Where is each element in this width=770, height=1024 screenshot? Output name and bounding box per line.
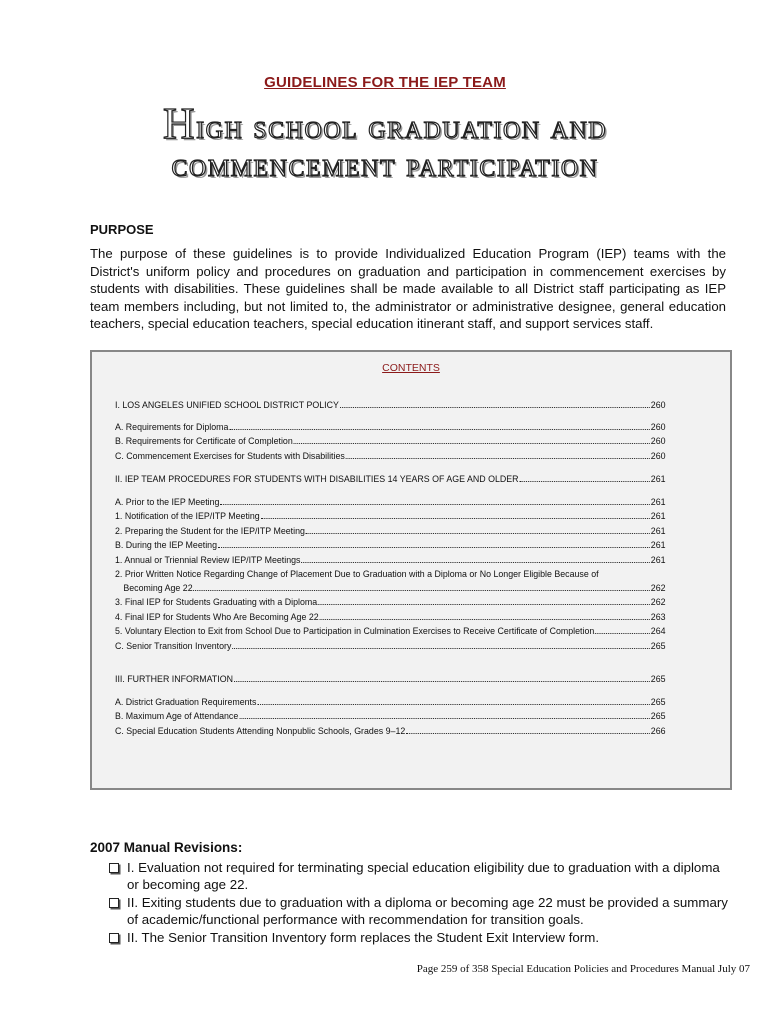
- toc-group-3: [115, 474, 666, 488]
- toc-entry[interactable]: A. District Graduation Requirements 265: [115, 697, 666, 708]
- purpose-heading: PURPOSE: [90, 222, 154, 237]
- revisions-list: [90, 859, 730, 946]
- purpose-paragraph: The purpose of these guidelines is to provide Individualized Education Program (IEP) teams with the District's uniform policy and procedures on graduation and participation in commencement exercises by students with disabilities. These guidelines shall be made available to all District staff participating as IEP team members including, but not limited to, the administrator or administrative designee, general education teachers, special education teachers, special education itinerant staff, and support services staff.: [90, 246, 726, 332]
- toc-group-4: [115, 497, 666, 655]
- toc-group-5: [115, 674, 666, 688]
- document-title-line-1: [0, 99, 770, 148]
- toc-entry[interactable]: B. Requirements for Certificate of Completion 260: [115, 436, 666, 448]
- checkbox-icon: [109, 898, 119, 908]
- toc-entry[interactable]: A. Prior to the IEP Meeting 261: [115, 497, 666, 508]
- toc-entry-continued[interactable]: Becoming Age 22 262: [123, 582, 666, 594]
- page-footer: Page 259 of 358 Special Education Policies and Procedures Manual July 07: [416, 963, 750, 975]
- revision-item: II. The Senior Transition Inventory form replaces the Student Exit Interview form.: [90, 929, 730, 946]
- toc-entry[interactable]: 5. Voluntary Election to Exit from School Due to Participation in Culmination Exercises to Receive Certificate of Completion 264: [115, 626, 666, 638]
- revisions-heading: 2007 Manual Revisions:: [90, 840, 243, 855]
- toc-entry[interactable]: II. IEP TEAM PROCEDURES FOR STUDENTS WITH DISABILITIES 14 YEARS OF AGE AND OLDER 261: [115, 474, 666, 485]
- title-line-1-rest: igh school graduation and: [196, 109, 608, 146]
- title-initial: H: [162, 99, 197, 148]
- toc-entry[interactable]: 2. Prior Written Notice Regarding Change of Placement Due to Graduation with a Diploma or No Longer Eligible Because of: [115, 568, 599, 580]
- contents-title: CONTENTS: [382, 362, 440, 374]
- toc-entry[interactable]: III. FURTHER INFORMATION 265: [115, 674, 666, 685]
- toc-group-2: [115, 422, 666, 465]
- document-subtitle: GUIDELINES FOR THE IEP TEAM: [264, 74, 506, 91]
- toc-entry[interactable]: 3. Final IEP for Students Graduating with a Diploma 262: [115, 597, 666, 609]
- document-title-line-2: commencement participation: [171, 147, 599, 184]
- toc-entry[interactable]: 2. Preparing the Student for the IEP/ITP Meeting 261: [115, 525, 666, 537]
- toc-entry[interactable]: 1. Notification of the IEP/ITP Meeting 261: [115, 511, 666, 523]
- toc-group-1: [115, 400, 666, 414]
- manual-revisions: [90, 840, 730, 946]
- toc-entry[interactable]: 1. Annual or Triennial Review IEP/ITP Meetings 261: [115, 554, 666, 566]
- revision-item: I. Evaluation not required for terminating special education eligibility due to graduation with a diploma or becoming age 22.: [90, 859, 730, 894]
- toc-entry[interactable]: B. During the IEP Meeting 261: [115, 540, 666, 552]
- toc-group-6: [115, 697, 666, 740]
- checkbox-icon: [109, 933, 119, 943]
- toc-entry[interactable]: C. Special Education Students Attending Nonpublic Schools, Grades 9–12 266: [115, 725, 666, 737]
- checkbox-icon: [109, 863, 119, 873]
- toc-entry[interactable]: B. Maximum Age of Attendance 265: [115, 711, 666, 723]
- toc-entry[interactable]: I. LOS ANGELES UNIFIED SCHOOL DISTRICT POLICY 260: [115, 400, 666, 411]
- toc-entry[interactable]: C. Commencement Exercises for Students with Disabilities 260: [115, 450, 666, 462]
- revision-item: II. Exiting students due to graduation with a diploma or becoming age 22 must be provided a summary of academic/functional performance with recommendation for transition goals.: [90, 894, 730, 929]
- toc-entry[interactable]: 4. Final IEP for Students Who Are Becoming Age 22 263: [115, 611, 666, 623]
- toc-entry[interactable]: C. Senior Transition Inventory 265: [115, 640, 666, 652]
- toc-entry[interactable]: A. Requirements for Diploma 260: [115, 422, 666, 433]
